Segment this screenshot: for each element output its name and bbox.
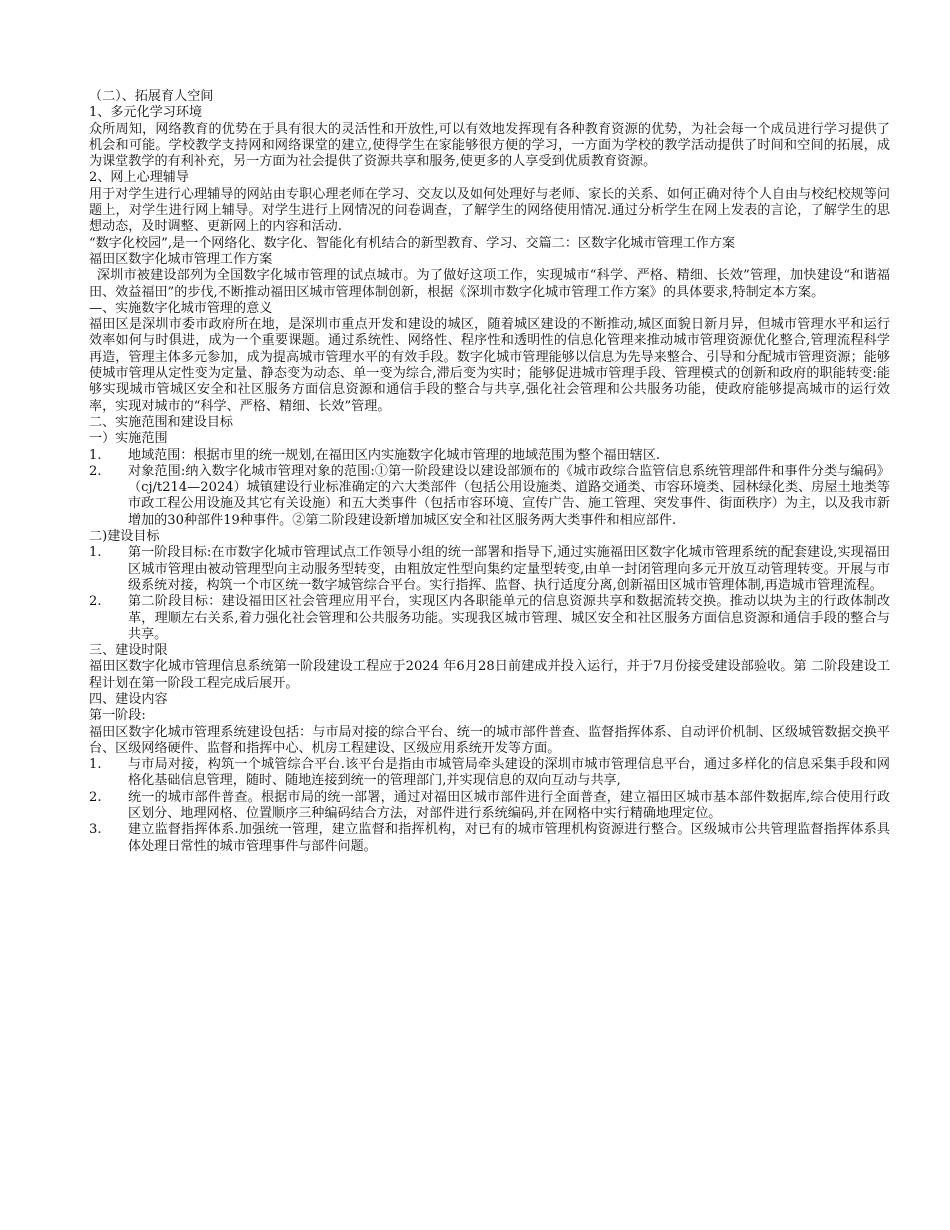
subheading-learning-environment: 1、多元化学习环境: [89, 105, 203, 121]
subheading-psych-counseling: 2、网上心理辅导: [89, 170, 189, 186]
list-item-goal-1: [89, 545, 890, 594]
section-heading-timeline: 三、建设时限: [89, 643, 168, 659]
subheading-phase-1: 第一阶段:: [89, 708, 146, 724]
subheading-goals: 二)建设目标: [89, 529, 160, 545]
list-number: 2.: [89, 463, 102, 479]
plan-title: 福田区数字化城市管理工作方案: [89, 251, 273, 267]
list-text: 建立监督指挥体系.加强统一管理，建立监督和指挥机构，对已有的城市管理机构资源进行整合。区级城市公共管理监督指挥体系具体处理日常性的城市管理事件与部件问题。: [128, 822, 890, 854]
paragraph-intro: 深圳市被建设部列为全国数字化城市管理的试点城市。为了做好这项工作，实现城市“科学、严格、精细、长效”管理，加快建设“和谐福田、效益福田”的步伐,不断推动福田区城市管理体制创新，根据《深圳市数字化城市管理工作方案》的具体要求,特制定本方案。: [89, 268, 890, 300]
list-number: 1.: [89, 545, 102, 561]
list-number: 3.: [89, 822, 102, 838]
subheading-scope: 一）实施范围: [89, 431, 168, 447]
list-number: 1.: [89, 447, 102, 463]
list-text: 地域范围：根据市里的统一规划,在福田区内实施数字化城市管理的地域范围为整个福田辖区.: [128, 447, 661, 463]
paragraph-timeline: 福田区数字化城市管理信息系统第一阶段建设工程应于2024 年6月28日前建成并投入运行，并于7月份接受建设部验收。第 二阶段建设工程计划在第一阶段工程完成后展开。: [89, 659, 890, 691]
list-number: 1.: [89, 757, 102, 773]
list-item-goal-2: [89, 594, 890, 643]
list-item-scope-1: [89, 448, 890, 464]
list-number: 2.: [89, 594, 102, 610]
list-item-content-3: [89, 822, 890, 855]
list-text: 第一阶段目标:在市数字化城市管理试点工作领导小组的统一部署和指导下,通过实施福田区数字化城市管理系统的配套建设,实现福田区城市管理由被动管理型向主动服务型转变，由粗放定性型向集约定量型转变,由单一封闭管理向多元开放互动管理转变。开展与市级系统对接，构筑一个市区统一数字城管综合平台。实行指挥、监督、执行适度分离,创新福田区城市管理体制,再造城市管理流程。: [128, 545, 890, 593]
list-text: 对象范围:纳入数字化城市管理对象的范围:①第一阶段建设以建设部颁布的《城市政综合监管信息系统管理部件和事件分类与编码》（cj/t214—2024）城镇建设行业标准确定的六大类部件（包括公用设施类、道路交通类、市容环境类、园林绿化类、房屋土地类等市政工程公用设施及其它有关设施）和五大类事件（包括市容环境、宣传广告、施工管理、突发事件、街面秩序）为主，以及我市新增加的30种部件19种事件。②第二阶段建设新增加城区安全和社区服务两大类事件和相应部件.: [128, 463, 890, 528]
list-number: 2.: [89, 789, 102, 805]
list-text: 与市局对接，构筑一个城管综合平台.该平台是指由市城管局牵头建设的深圳市城市管理信息平台，通过多样化的信息采集手段和网格化基础信息管理，随时、随地连接到统一的管理部门,并实现信息的双向互动与共享,: [128, 757, 890, 789]
list-text: 统一的城市部件普查。根据市局的统一部署，通过对福田区城市部件进行全面普查，建立福田区城市基本部件数据库,综合使用行政区划分、地理网格、位置顺序三种编码结合方法，对部件进行系统编码,并在网格中实行精确地理定位。: [128, 789, 890, 822]
list-item-content-2: [89, 790, 890, 823]
list-item-content-1: [89, 757, 890, 790]
paragraph-content: 福田区数字化城市管理系统建设包括：与市局对接的综合平台、统一的城市部件普查、监督指挥体系、自动评价机制、区级城管数据交换平台、区级网络硬件、监督和指挥中心、机房工程建设、区级应用系统开发等方面。: [89, 724, 890, 756]
list-item-scope-2: [89, 464, 890, 529]
paragraph-significance: 福田区是深圳市委市政府所在地，是深圳市重点开发和建设的城区，随着城区建设的不断推动,城区面貌日新月异，但城市管理水平和运行效率如何与时俱进，成为一个重要课题。通过系统性、网络性、程序性和透明性的信息化管理来推动城市管理资源优化整合,管理流程科学再造，管理主体多元参加，成为提高城市管理水平的有效手段。数字化城市管理能够以信息为先导来整合、引导和分配城市管理资源；能够使城市管理从定性变为定量、静态变为动态、单一变为综合,滞后变为实时；能够促进城市管理手段、管理模式的创新和政府的职能转变:能够实现城市管城区安全和社区服务方面信息资源和通信手段的整合与共享,强化社会管理和公共服务功能，使政府能够提高城市的运行效率，实现对城市的“科学、严格、精细、长效”管理。: [89, 317, 890, 414]
paragraph-psych-counseling: 用于对学生进行心理辅导的网站由专职心理老师在学习、交友以及如何处理好与老师、家长的关系、如何正确对待个人自由与校纪校规等问题上，对学生进行网上辅导。对学生进行上网情况的问卷调查，了解学生的网络使用情况.通过分析学生在网上发表的言论，了解学生的思想动态，及时调整、更新网上的内容和活动.: [89, 186, 890, 235]
paragraph-learning-environment: 众所周知，网络教育的优势在于具有很大的灵活性和开放性,可以有效地发挥现有各种教育资源的优势，为社会每一个成员进行学习提供了机会和可能。学校教学支持网和网络课堂的建立,使得学生在家能够很方便的学习，一方面为学校的教学活动提供了时间和空间的拓展，成为课堂教学的有利补充，另一方面为社会提供了资源共享和服务,使更多的人享受到优质教育资源。: [89, 121, 890, 170]
list-text: 第二阶段目标：建设福田区社会管理应用平台，实现区内各职能单元的信息资源共享和数据流转交换。推动以块为主的行政体制改革，理顺左右关系,着力强化社会管理和公共服务功能。实现我区城市管理、城区安全和社区服务方面信息资源和通信手段的整合与共享。: [128, 594, 890, 642]
paragraph-digital-campus: “数字化校园”,是一个网络化、数字化、智能化有机结合的新型教育、学习、交篇二：区数字化城市管理工作方案: [89, 235, 736, 251]
section-heading-significance: —、实施数字化城市管理的意义: [89, 300, 273, 316]
section-heading-expand-space: （二）、拓展育人空间: [89, 89, 214, 104]
section-heading-content: 四、建设内容: [89, 691, 168, 707]
section-heading-scope-goals: 二、实施范围和建设目标: [89, 414, 234, 430]
